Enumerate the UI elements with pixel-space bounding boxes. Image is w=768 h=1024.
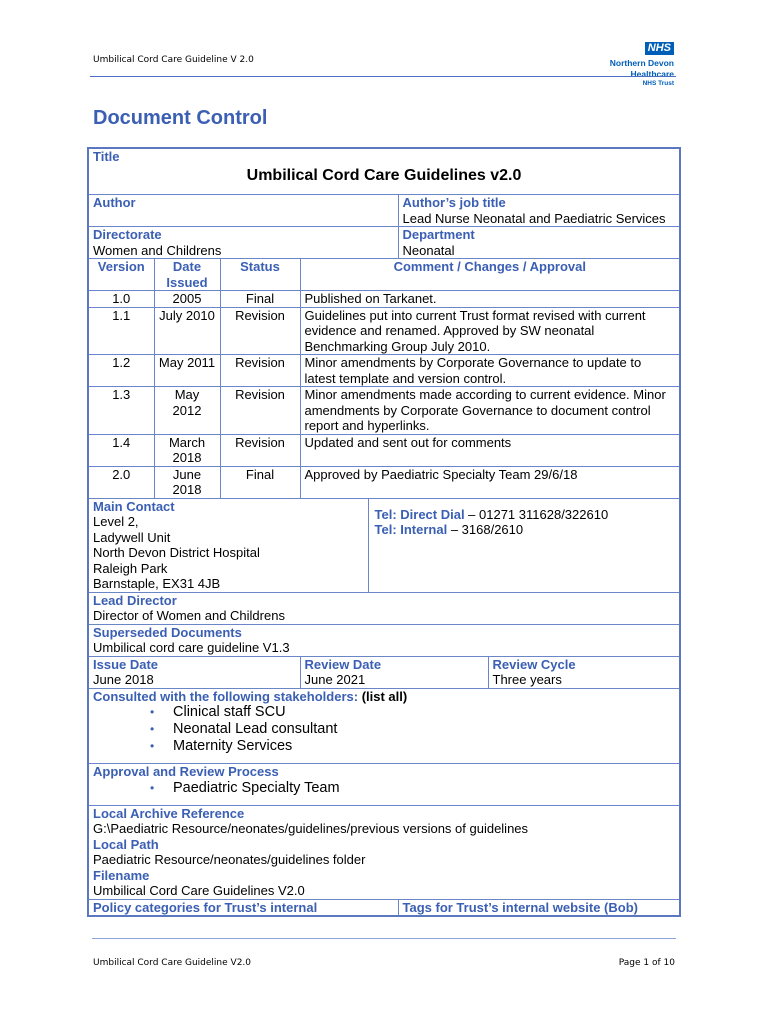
status-header: Status — [220, 259, 300, 291]
local-path-label: Local Path — [93, 836, 159, 852]
date-cell: March 2018 — [154, 434, 220, 466]
consulted-label: Consulted with the following stakeholders: — [93, 688, 359, 704]
version-cell: 2.0 — [88, 466, 154, 498]
superseded-value: Umbilical cord care guideline V1.3 — [93, 640, 290, 655]
document-control-table — [87, 147, 681, 917]
tel-internal — [375, 522, 676, 538]
archive-row — [88, 805, 680, 899]
tel-direct-dial — [375, 507, 676, 523]
stakeholder-list — [93, 704, 675, 758]
tel-internal-value: – 3168/2610 — [447, 522, 524, 537]
approval-label: Approval and Review Process — [93, 764, 279, 779]
status-cell: Final — [220, 291, 300, 308]
author-label: Author — [93, 195, 136, 210]
approval-row — [88, 764, 680, 806]
address-line: Ladywell Unit — [93, 529, 171, 545]
approval-list — [93, 780, 675, 800]
date-cell: July 2010 — [154, 307, 220, 355]
title-row — [88, 148, 680, 195]
title-label: Title — [93, 149, 120, 164]
logo-org-name: Northern Devon Healthcare — [609, 58, 674, 79]
consulted-row — [88, 688, 680, 764]
list-item: • Paediatric Specialty Team — [173, 780, 675, 797]
review-date-label: Review Date — [304, 656, 382, 672]
list-item: • Maternity Services — [173, 738, 675, 755]
comment-cell: Approved by Paediatric Specialty Team 29/6/18 — [300, 466, 680, 498]
date-issued-header: Date Issued — [154, 259, 220, 291]
version-header-row — [88, 259, 680, 291]
list-item: • Clinical staff SCU — [173, 704, 675, 721]
list-item: • Neonatal Lead consultant — [173, 721, 675, 738]
status-cell: Revision — [220, 307, 300, 355]
author-row — [88, 195, 680, 227]
address-line: Barnstaple, EX31 4JB — [93, 576, 221, 591]
header-divider — [90, 76, 676, 77]
main-contact-row — [88, 498, 680, 592]
filename-label: Filename — [93, 867, 150, 883]
date-cell: May 2011 — [154, 355, 220, 387]
version-cell: 1.4 — [88, 434, 154, 466]
policy-categories-label: Policy categories for Trust’s internal — [88, 899, 398, 916]
directorate-label: Directorate — [93, 227, 162, 242]
filename-value: Umbilical Cord Care Guidelines V2.0 — [93, 883, 305, 898]
nhs-trust-logo — [564, 38, 674, 87]
address-line: Raleigh Park — [93, 560, 168, 576]
version-row — [88, 291, 680, 308]
date-cell: June 2018 — [154, 466, 220, 498]
address-line: Level 2, — [93, 514, 139, 529]
dates-row — [88, 656, 680, 688]
footer-divider — [92, 938, 676, 939]
archive-value: G:\Paediatric Resource/neonates/guidelines/previous versions of guidelines — [93, 821, 529, 836]
status-cell: Revision — [220, 434, 300, 466]
tel-direct-value: – 01271 311628/322610 — [464, 506, 609, 522]
superseded-row — [88, 624, 680, 656]
comment-cell: Published on Tarkanet. — [300, 291, 680, 308]
archive-label: Local Archive Reference — [93, 805, 245, 821]
version-cell: 1.3 — [88, 387, 154, 435]
comment-cell: Minor amendments made according to current evidence. Minor amendments by Corporate Governance to document control report and hyperlinks. — [300, 387, 680, 435]
job-title-value: Lead Nurse Neonatal and Paediatric Services — [402, 210, 666, 226]
comment-cell: Updated and sent out for comments — [300, 434, 680, 466]
status-cell: Revision — [220, 387, 300, 435]
footer-document-reference: Umbilical Cord Care Guideline V2.0 — [93, 958, 252, 968]
lead-director-value: Director of Women and Childrens — [93, 608, 285, 623]
main-contact-label: Main Contact — [93, 498, 175, 514]
status-cell: Revision — [220, 355, 300, 387]
version-row — [88, 387, 680, 435]
directorate-value: Women and Childrens — [93, 242, 222, 258]
version-row — [88, 307, 680, 355]
local-path-value: Paediatric Resource/neonates/guidelines folder — [93, 852, 366, 867]
version-row — [88, 355, 680, 387]
address-line: North Devon District Hospital — [93, 545, 260, 560]
version-cell: 1.0 — [88, 291, 154, 308]
comment-cell: Minor amendments by Corporate Governance to update to latest template and version control. — [300, 355, 680, 387]
date-cell: May 2012 — [154, 387, 220, 435]
review-cycle-value: Three years — [492, 672, 562, 687]
logo-trust-label: NHS Trust — [642, 80, 674, 87]
issue-date-label: Issue Date — [93, 656, 159, 672]
policy-row — [88, 899, 680, 916]
tel-internal-label: Tel: Internal — [374, 522, 448, 537]
version-cell: 1.1 — [88, 307, 154, 355]
page-number: Page 1 of 10 — [618, 958, 675, 968]
review-date-value: June 2021 — [304, 672, 366, 687]
department-label: Department — [402, 227, 475, 242]
issue-date-value: June 2018 — [93, 672, 154, 687]
nhs-logo-badge: NHS — [645, 42, 674, 55]
version-cell: 1.2 — [88, 355, 154, 387]
review-cycle-label: Review Cycle — [492, 656, 576, 672]
comment-header: Comment / Changes / Approval — [300, 259, 680, 291]
job-title-label: Author’s job title — [402, 195, 506, 210]
page-title: Document Control — [93, 107, 268, 129]
date-cell: 2005 — [154, 291, 220, 308]
tel-direct-label: Tel: Direct Dial — [374, 506, 465, 522]
superseded-label: Superseded Documents — [93, 624, 242, 640]
status-cell: Final — [220, 466, 300, 498]
header-document-reference: Umbilical Cord Care Guideline V 2.0 — [93, 55, 254, 65]
department-value: Neonatal — [402, 242, 455, 258]
comment-cell: Guidelines put into current Trust format revised with current evidence and renamed. Approved by SW neonatal Benchmarking Group July 2010. — [300, 307, 680, 355]
version-header: Version — [88, 259, 154, 291]
lead-director-label: Lead Director — [93, 592, 177, 608]
version-row — [88, 466, 680, 498]
version-row — [88, 434, 680, 466]
lead-director-row — [88, 592, 680, 624]
directorate-row — [88, 227, 680, 259]
consulted-suffix: (list all) — [358, 688, 408, 704]
tags-label: Tags for Trust’s internal website (Bob) — [398, 899, 680, 916]
document-title: Umbilical Cord Care Guidelines v2.0 — [246, 166, 522, 184]
